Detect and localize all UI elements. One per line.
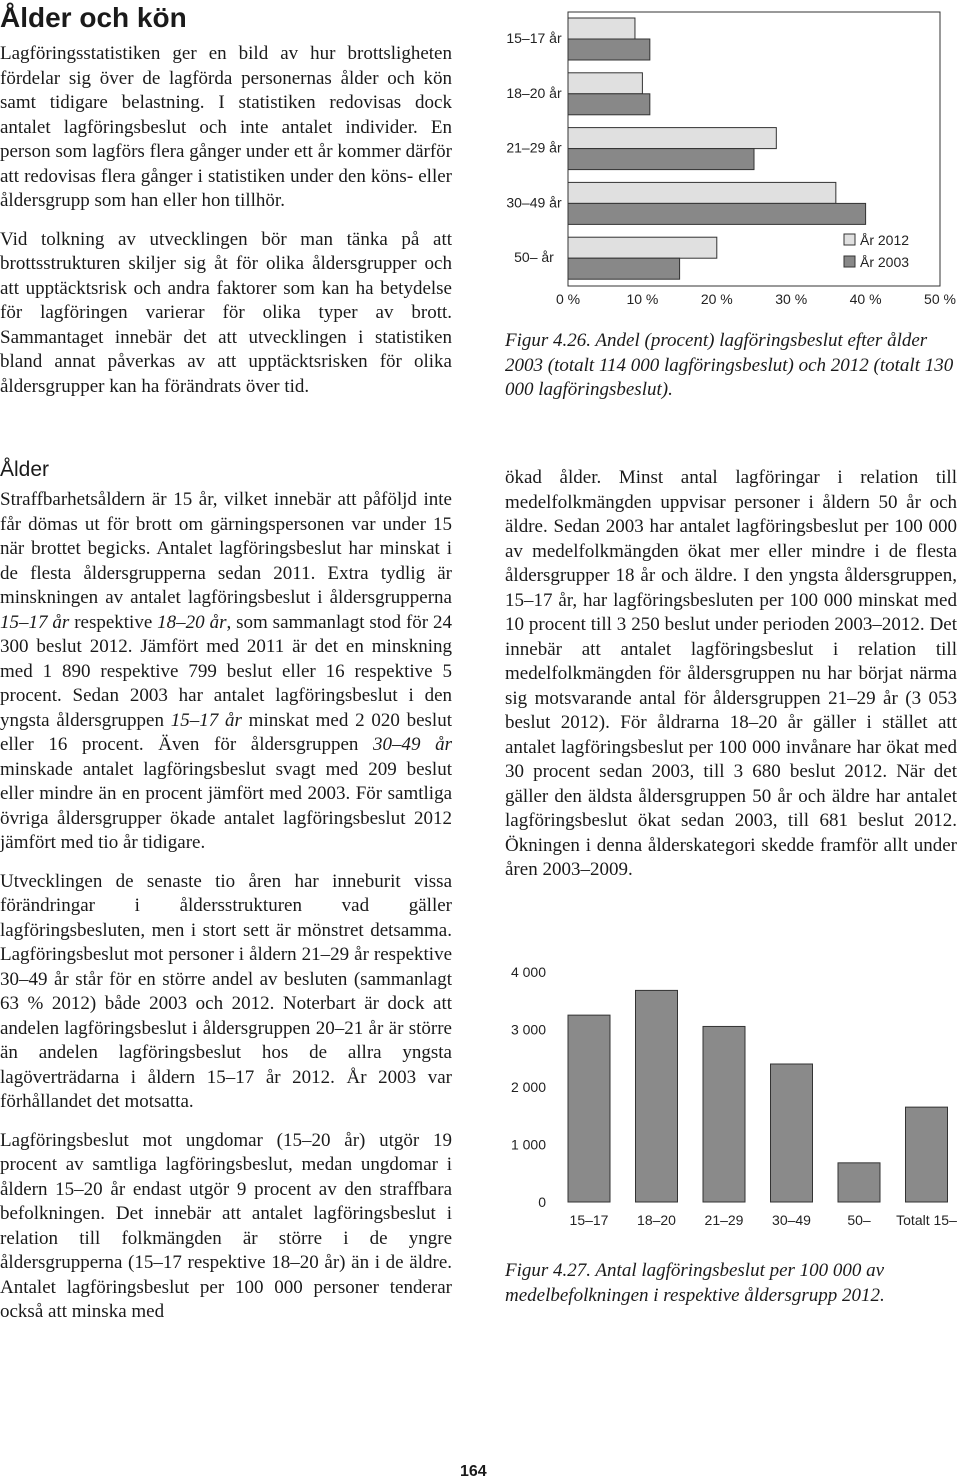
figure-4-26-caption: Figur 4.26. Andel (procent) lagföringsbeslut efter ålder 2003 (totalt 114 000 lagföringsbeslut) och 2012 (totalt 130 000 lagföringsbeslut). <box>505 330 954 400</box>
chart1-x-tick-label: 20 % <box>700 291 733 307</box>
chart1-bar <box>568 258 680 279</box>
chart1-legend-swatch <box>844 256 855 267</box>
chart1-bar <box>568 182 836 203</box>
chart1-x-tick-label: 10 % <box>626 291 659 307</box>
intro-paragraph-2: Vid tolkning av utvecklingen bör man tänka på att brottsstrukturen skiljer sig åt för olika åldersgrupper och att upptäcktsrisk och andra faktorer som kan ha betydelse för lagföringen varierar för olika typer av brott. Sammantaget innebär det att utvecklingen i statistiken bland annat påverkas av att upptäcktsrisken för olika åldersgrupper kan ha förändrats över tid. <box>0 228 452 397</box>
figure-4-26-chart <box>496 8 960 308</box>
chart2-bar <box>771 1064 813 1202</box>
chart2-bar <box>838 1163 880 1202</box>
page-number: 164 <box>460 1463 487 1480</box>
right-body <box>505 466 957 897</box>
left-body <box>0 488 452 1339</box>
chart1-x-tick-label: 0 % <box>555 291 581 307</box>
chart2-bar <box>636 990 678 1202</box>
chart1-legend-swatch <box>844 234 855 245</box>
chart1-bar <box>568 149 754 170</box>
chart1-bar <box>568 18 635 39</box>
chart1-legend-label: År 2003 <box>860 254 910 270</box>
chart1-x-tick-label: 30 % <box>775 291 808 307</box>
chart2-category-label: 50– <box>847 1212 871 1228</box>
chart2-y-tick-label: 3 000 <box>510 1021 546 1038</box>
chart1-category-label: 21–29 år <box>506 139 562 156</box>
chart1-bar <box>568 39 650 60</box>
chart1-bar <box>568 128 776 149</box>
chart1-bar <box>568 73 642 94</box>
chart2-category-label: Totalt 15– <box>896 1212 957 1228</box>
chart1-category-label: 15–17 år <box>506 30 562 46</box>
chart2-category-label: 15–17 <box>569 1212 609 1228</box>
chart2-y-tick-label: 2 000 <box>510 1079 546 1095</box>
chart1-x-tick-label: 50 % <box>924 291 956 307</box>
figure-4-27-chart <box>496 960 960 1240</box>
chart1-category-label: 18–20 år <box>506 84 562 101</box>
chart1-category-label: 50– år <box>514 249 554 266</box>
body-paragraph-3: Lagföringsbeslut mot ungdomar (15–20 år) utgör 19 procent av samtliga lagföringsbeslut, medan ungdomar i åldern 15–20 år endast utgör 9 procent av den straffbara befolkningen. Det innebär att antalet lagföringsbeslut i relation till folkmängden är större i de yngre åldersgrupperna (15–17 respektive 18–20 år) än i de äldre. Antalet lagföringsbeslut per 100 000 personer tenderar också att minska med <box>0 1129 452 1322</box>
intro-paragraph-1: Lagföringsstatistiken ger en bild av hur brottsligheten fördelar sig över de lagförda personernas ålder och kön samt tidigare belastning. I statistiken redovisas dock antalet lagföringsbeslut och inte antalet individer. En person som lagförs flera gånger under ett år kommer därför att redovisas flera gånger i statistiken under den köns- eller åldersgrupp som han eller hon tillhör. <box>0 43 452 211</box>
chart2-bar <box>703 1026 745 1202</box>
chart2-y-tick-label: 1 000 <box>510 1136 546 1153</box>
chart2-category-label: 21–29 <box>704 1212 744 1228</box>
chart1-bar <box>568 237 717 258</box>
chart1-bar <box>568 203 866 224</box>
chart2-category-label: 30–49 <box>772 1212 811 1228</box>
chart2-category-label: 18–20 <box>637 1212 676 1228</box>
body-paragraph-1: Straffbarhetsåldern är 15 år, vilket innebär att påföljd inte får dömas ut för brott om gärningspersonen var under 15 när brottet begicks. Antalet lagföringsbeslut har minskat i de flesta åldersgrupperna sedan 2011. Extra tydlig är minskningen av antalet lagföringsbeslut i åldersgrupperna 15–17 år respektive 18–20 år, som sammanlagt stod för 24 300 beslut 2012. Jämfört med 2011 är det en minskning med 1 890 respektive 799 beslut eller 16 respektive 5 procent. Sedan 2003 har antalet lagföringsbeslut i den yngsta åldersgruppen 15–17 år minskat med 2 020 beslut eller 16 procent. Även för åldersgruppen 30–49 år minskade antalet lagföringsbeslut svagt med 209 beslut eller mindre än en procent jämfört med 2003. För samtliga övriga åldersgrupper ökade antalet lagföringsbeslut 2012 jämfört med tio år tidigare. <box>0 489 452 853</box>
chart2-y-tick-label: 4 000 <box>510 964 546 980</box>
page-title: Ålder och kön <box>0 2 187 33</box>
chart1-bar <box>568 94 650 115</box>
figure-4-27-caption: Figur 4.27. Antal lagföringsbeslut per 100 000 av medelbefolkningen i respektive åldersgrupp 2012. <box>505 1260 885 1306</box>
chart2-bar <box>568 1015 610 1202</box>
intro-text <box>0 42 452 413</box>
chart2-y-tick-label: 0 <box>538 1194 546 1210</box>
section-heading-alder: Ålder <box>0 458 50 481</box>
chart1-category-label: 30–49 år <box>506 194 562 211</box>
body-paragraph-2: Utvecklingen de senaste tio åren har inneburit vissa förändringar i åldersstrukturen vad gäller lagföringsbesluten, men i stort sett är mönstret detsamma. Lagföringsbeslut mot personer i åldern 21–29 år respektive 30–49 år står för en större andel av besluten (sammanlagt 63 % 2012) både 2003 och 2012. Noterbart är dock att andelen lagföringsbeslut i åldersgruppen 20–21 år är större än andelen lagföringsbeslut hos de allra yngsta lagöverträdarna i åldern 15–17 år 2012. År 2003 var förhållandet det motsatta. <box>0 870 452 1112</box>
chart1-x-tick-label: 40 % <box>849 291 882 307</box>
chart2-bar <box>906 1107 948 1202</box>
chart1-legend-label: År 2012 <box>860 232 910 248</box>
body-paragraph-4: ökad ålder. Minst antal lagföringar i relation till medelfolkmängden uppvisar personer i åldern 50 år och äldre. Sedan 2003 har antalet lagföringsbeslut per 100 000 av medelfolkmängden ökat mer eller mindre i de flesta åldersgrupper 18 år och äldre. I den yngsta åldersgruppen, 15–17 år, har lagföringsbesluten per 100 000 minskat med 10 procent till 3 250 beslut under perioden 2003–2012. Det innebär att antalet lagföringsbeslut i relation till medelfolkmängden för åldersgruppen nu har börjat närma sig motsvarande antal för åldersgruppen 21–29 år (3 053 beslut 2012). För åldrarna 18–20 år gäller i stället att antalet lagföringsbeslut per 100 000 invånare har ökat med 30 procent sedan 2003, till 3 680 beslut 2012. När det gäller den äldsta åldersgruppen 50 år och äldre har antalet lagföringsbeslut ökat sedan 2003, till 681 beslut 2012. Ökningen i denna ålderskategori skedde framför allt under åren 2003–2009. <box>505 467 957 880</box>
